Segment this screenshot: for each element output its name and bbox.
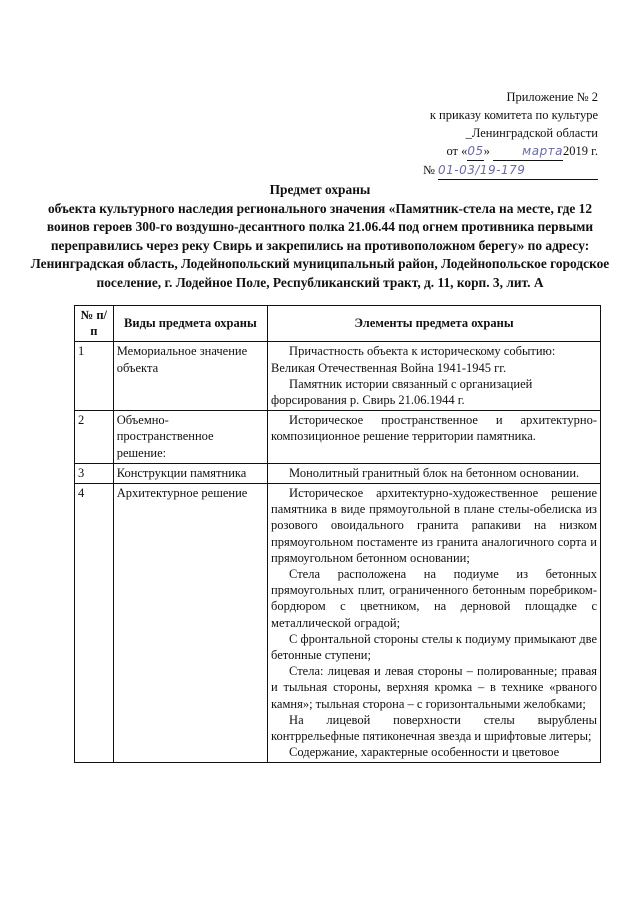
element-text: Памятник истории связанный с организацией форсирования р. Свирь 21.06.1944 г.	[271, 376, 533, 408]
header-number: № п/п	[75, 306, 114, 342]
element-text: С фронтальной стороны стелы к подиуму примыкают две бетонные ступени;	[271, 631, 597, 663]
table-header-row	[75, 306, 601, 342]
table-row	[75, 411, 601, 464]
row-elements	[268, 411, 601, 464]
document-title	[28, 181, 612, 293]
handwritten-month: марта	[493, 142, 563, 161]
element-text: Содержание, характерные особенности и цветовое	[289, 745, 560, 760]
element-text: Стела расположена на подиуме из бетонных прямоугольных плит, ограниченного бетонным поребриком-бордюром с цветником, на дерновой площадке с металлической оградой;	[271, 567, 597, 630]
row-number: 1	[75, 342, 114, 411]
document-heading: Предмет охраны	[269, 182, 371, 197]
row-number: 3	[75, 463, 114, 483]
appendix-block	[372, 88, 598, 180]
table-row	[75, 484, 601, 763]
row-type: Архитектурное решение	[113, 484, 267, 763]
element-text: На лицевой поверхности стелы вырублены контррельефные пятиконечная звезда и шрифтовые литеры;	[271, 712, 597, 744]
row-type: Объемно-пространственное решение:	[113, 411, 267, 464]
row-type: Мемориальное значение объекта	[113, 342, 267, 411]
row-number: 4	[75, 484, 114, 763]
appendix-order-number: № 01-03/19-179	[372, 161, 598, 180]
element-text: Монолитный гранитный блок на бетонном основании.	[289, 465, 580, 480]
handwritten-order-number: 01-03/19-179	[438, 161, 598, 180]
appendix-order-ref: к приказу комитета по культуре	[429, 108, 598, 122]
row-elements	[268, 342, 601, 411]
row-elements	[268, 463, 601, 483]
appendix-number: Приложение № 2	[506, 90, 598, 104]
row-number: 2	[75, 411, 114, 464]
appendix-region: _Ленинградской области	[465, 126, 598, 140]
table-row	[75, 463, 601, 483]
row-type: Конструкции памятника	[113, 463, 267, 483]
element-text: Стела: лицевая и левая стороны – полированные; правая и тыльная стороны, верхняя кромка – в технике «рваного камня»; тыльная сторона – с горизонтальными желобками;	[271, 664, 597, 711]
header-elements: Элементы предмета охраны	[268, 306, 601, 342]
appendix-date: от «05» марта2019 г.	[372, 142, 598, 161]
document-subtitle: объекта культурного наследия регионального значения «Памятник-стела на месте, где 12 воинов героев 300-го воздушно-десантного полка 21.06.44 под огнем противника первыми переправились через реку Свирь и закрепились на противоположном берегу» по адресу: Ленинградская область, Лодейнопольский муниципальный район, Лодейнопольское городское поселение, г. Лодейное Поле, Республиканский тракт, д. 11, корп. 3, лит. А	[30, 200, 610, 290]
header-type: Виды предмета охраны	[113, 306, 267, 342]
row-elements	[268, 484, 601, 763]
element-text: Историческое пространственное и архитектурно-композиционное решение территории памятника.	[271, 413, 597, 444]
table-row	[75, 342, 601, 411]
handwritten-day: 05	[467, 142, 483, 161]
element-text: Историческое архитектурно-художественное решение памятника в виде прямоугольной в плане стелы-обелиска из розового овоидального гранита рапакиви на низком прямоугольном постаменте из гранита аналогичного сорта и прямоугольном бетонном основании;	[271, 486, 597, 565]
protection-subject-table	[74, 305, 601, 763]
element-text: Причастность объекта к историческому событию: Великая Отечественная Война 1941-1945 гг.	[271, 344, 556, 375]
